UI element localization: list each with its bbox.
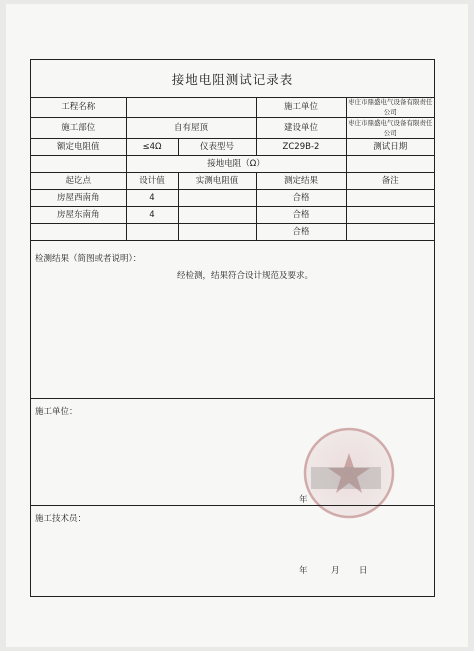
construction-unit-label: 施工单位: [256, 97, 346, 118]
building-unit-label: 建设单位: [256, 118, 346, 139]
row-measured: [178, 190, 256, 207]
row-remark: [346, 207, 434, 224]
rated-resistance-value: ≤4Ω: [126, 139, 178, 156]
col-start-point: 起讫点: [31, 173, 126, 190]
row-point: 房屋西南角: [31, 190, 126, 207]
row-point: [31, 224, 126, 241]
col-conclusion: 测定结果: [256, 173, 346, 190]
table-row: [31, 207, 434, 224]
project-name-label: 工程名称: [31, 97, 126, 118]
building-unit-value: 枣庄市鼎盛电气设备有限责任公司: [348, 119, 433, 137]
construction-unit-value: 枣庄市鼎盛电气设备有限责任公司: [348, 98, 433, 116]
inspection-text: 经检测，结果符合设计规范及要求。: [177, 271, 314, 281]
technician-year: 年: [299, 566, 308, 576]
row-remark: [346, 224, 434, 241]
divider: [31, 398, 434, 399]
record-form: [30, 59, 435, 597]
row-part: [31, 118, 434, 139]
row-design: [126, 224, 178, 241]
construction-sign-label: 施工单位：: [35, 407, 78, 417]
inspection-label: 检测结果（简图或者说明）：: [35, 254, 142, 264]
test-date-label: 测试日期: [346, 139, 434, 156]
blank-cell: [31, 156, 126, 173]
rated-resistance-label: 额定电阻值: [31, 139, 126, 156]
construction-sign-year: 年: [299, 495, 308, 505]
instrument-model-label: 仪表型号: [178, 139, 256, 156]
row-project: [31, 97, 434, 118]
construction-part-label: 施工部位: [31, 118, 126, 139]
table-row: [31, 224, 434, 241]
blank-cell: [346, 156, 434, 173]
row-measured: [178, 207, 256, 224]
row-design: 4: [126, 190, 178, 207]
row-result: 合格: [256, 207, 346, 224]
info-table: [31, 97, 434, 241]
col-measured: 实测电阻值: [178, 173, 256, 190]
technician-day: 日: [359, 566, 368, 576]
row-remark: [346, 190, 434, 207]
construction-part-value: 自有屋顶: [126, 118, 256, 139]
row-grounding-header: [31, 156, 434, 173]
paper-sheet: [6, 4, 468, 647]
table-row: [31, 190, 434, 207]
form-title: 接地电阻测试记录表: [31, 60, 434, 98]
grounding-resistance-label: 接地电阻（Ω）: [126, 156, 346, 173]
row-column-headers: [31, 173, 434, 190]
row-result: 合格: [256, 190, 346, 207]
official-seal-stamp: [299, 423, 399, 523]
row-point: 房屋东南角: [31, 207, 126, 224]
divider: [31, 505, 434, 506]
row-result: 合格: [256, 224, 346, 241]
instrument-model-value: ZC29B-2: [256, 139, 346, 156]
row-measured: [178, 224, 256, 241]
col-design-value: 设计值: [126, 173, 178, 190]
technician-label: 施工技术员：: [35, 514, 87, 524]
project-name-value: [126, 97, 256, 118]
col-remark: 备注: [346, 173, 434, 190]
technician-month: 月: [331, 566, 340, 576]
row-design: 4: [126, 207, 178, 224]
row-rated: [31, 139, 434, 156]
